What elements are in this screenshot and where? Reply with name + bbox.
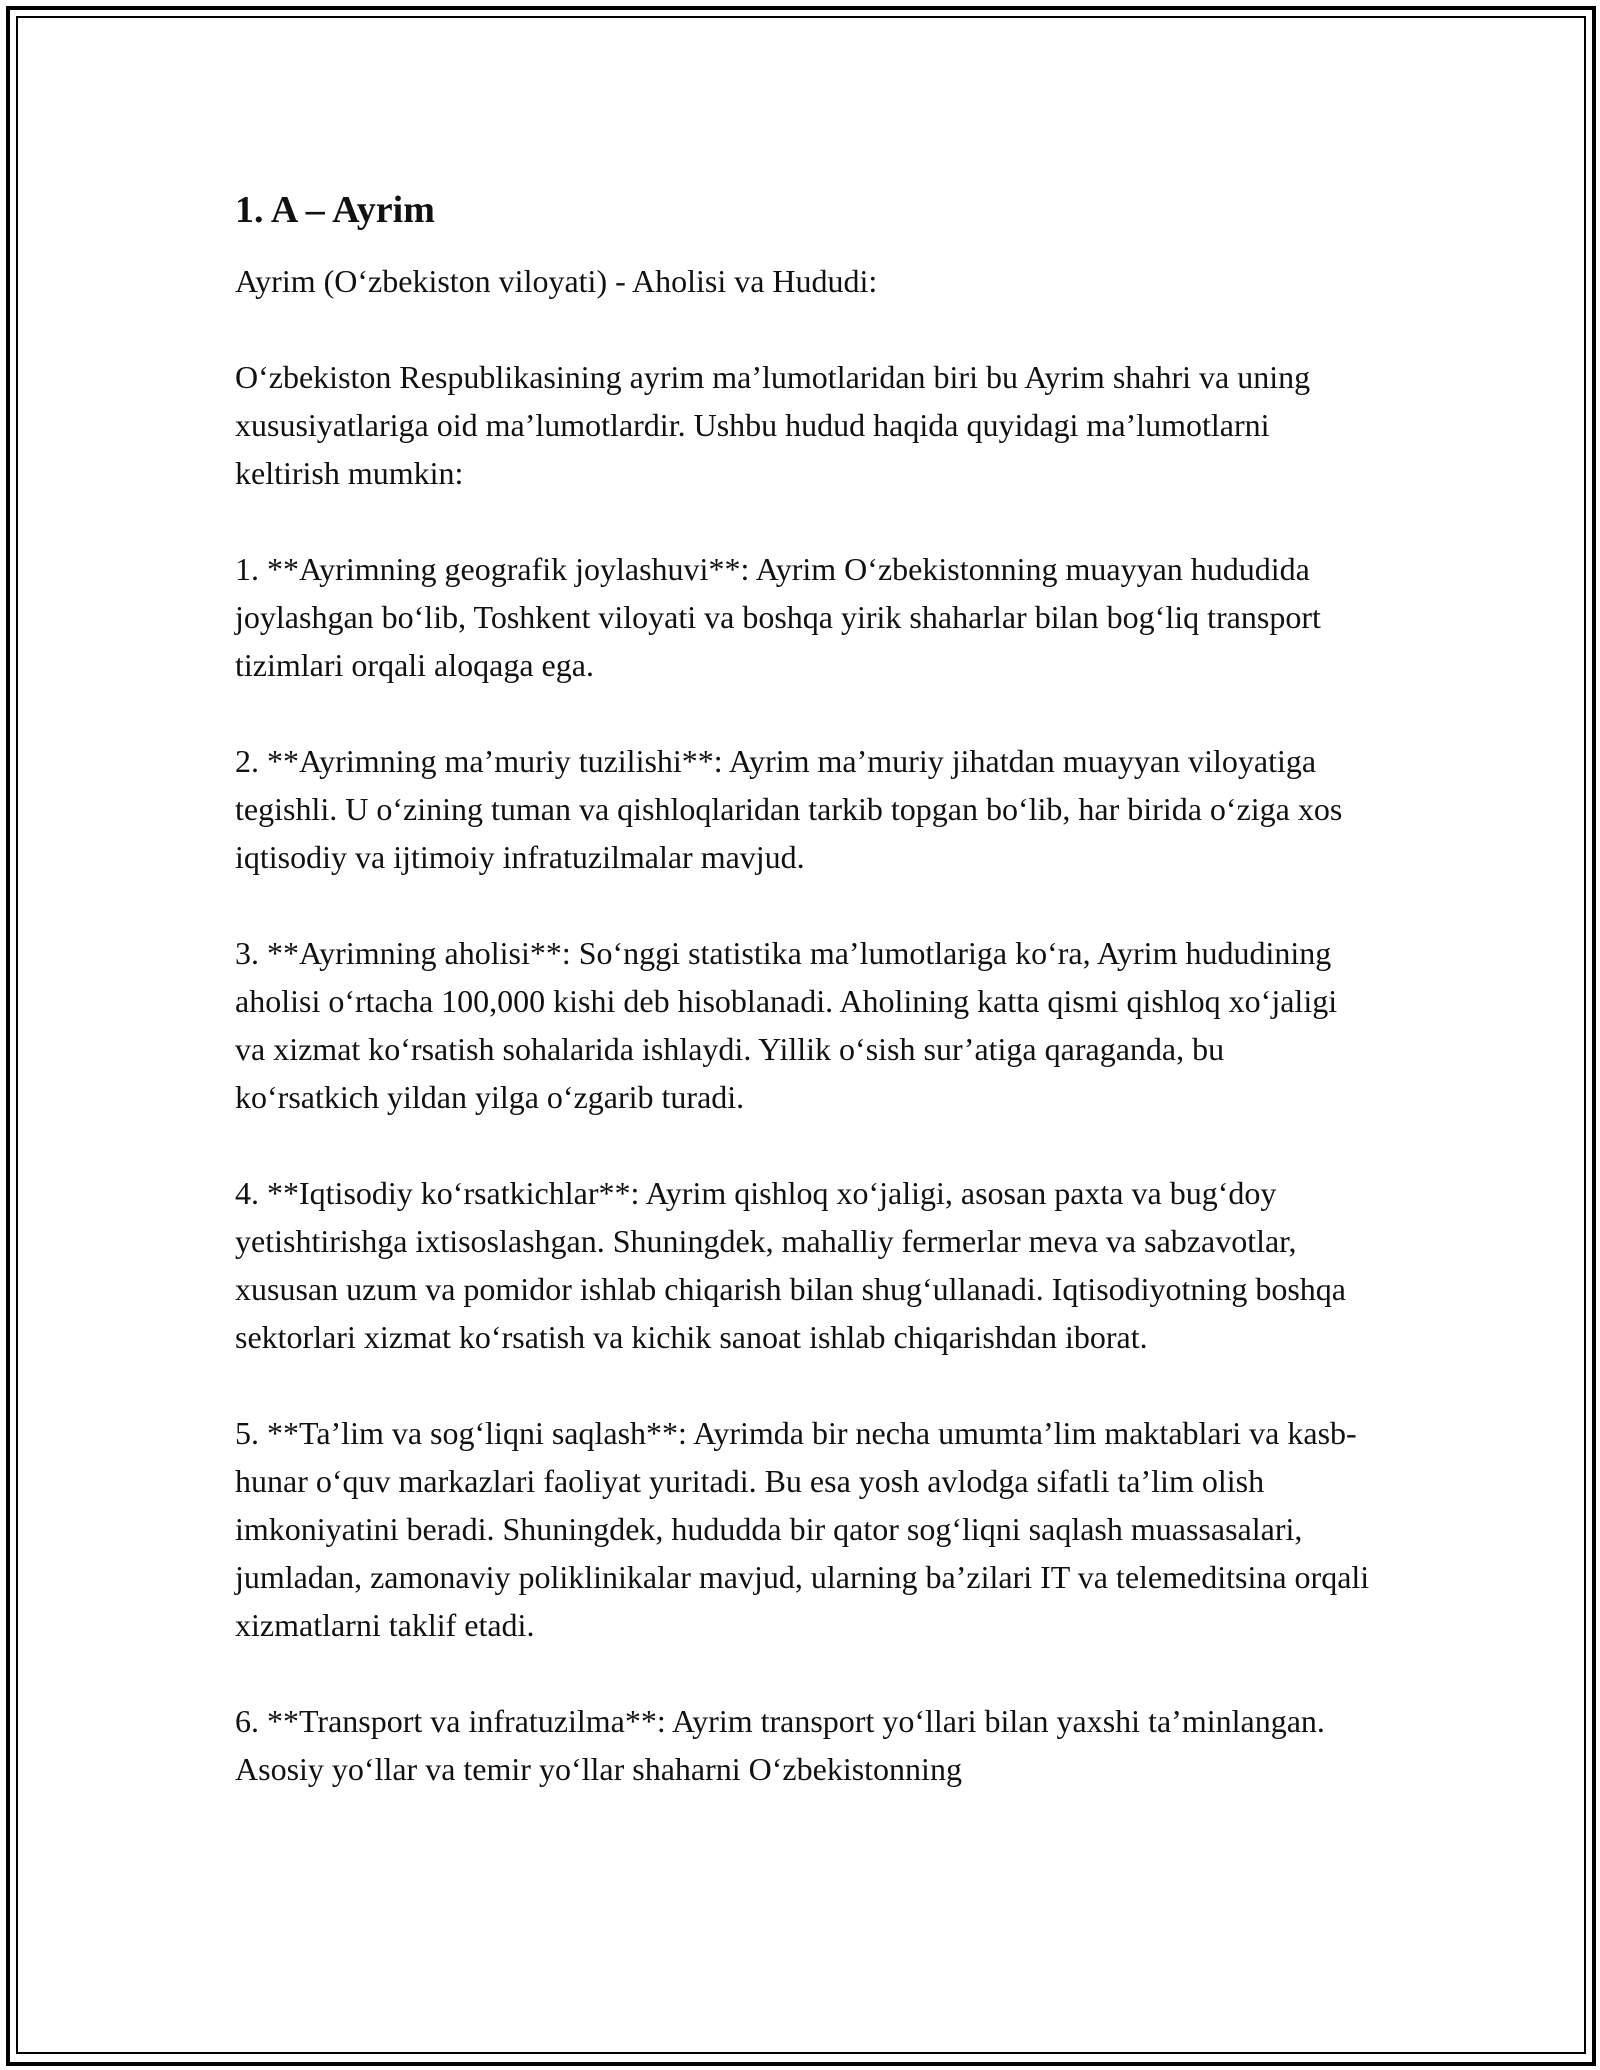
document-body <box>235 187 1375 1841</box>
list-item-education-health: 5. **Ta’lim va sog‘liqni saqlash**: Ayrimda bir necha umumta’lim maktablari va kasb-hunar o‘quv markazlari faoliyat yuritadi. Bu esa yosh avlodga sifatli ta’lim olish imkoniyatini beradi. Shuningdek, hududda bir qator sog‘liqni saqlash muassasalari, jumladan, zamonaviy poliklinikalar mavjud, ularning ba’zilari IT va telemeditsina orqali xizmatlarni taklif etadi. <box>235 1415 1370 1643</box>
list-item-economy: 4. **Iqtisodiy ko‘rsatkichlar**: Ayrim qishloq xo‘jaligi, asosan paxta va bug‘doy yetishtirishga ixtisoslashgan. Shuningdek, mahalliy fermerlar meva va sabzavotlar, xususan uzum va pomidor ishlab chiqarish bilan shug‘ullanadi. Iqtisodiyotning boshqa sektorlari xizmat ko‘rsatish va kichik sanoat ishlab chiqarishdan iborat. <box>235 1175 1346 1355</box>
intro-paragraph: O‘zbekiston Respublikasining ayrim ma’lumotlaridan biri bu Ayrim shahri va uning xususiyatlariga oid ma’lumotlardir. Ushbu hudud haqida quyidagi ma’lumotlarni keltirish mumkin: <box>235 359 1311 491</box>
list-item-transport: 6. **Transport va infratuzilma**: Ayrim transport yo‘llari bilan yaxshi ta’minlangan. Asosiy yo‘llar va temir yo‘llar shaharni O‘zbekistonning <box>235 1703 1325 1787</box>
list-item-geography: 1. **Ayrimning geografik joylashuvi**: Ayrim O‘zbekistonning muayyan hududida joylashgan bo‘lib, Toshkent viloyati va boshqa yirik shaharlar bilan bog‘liq transport tizimlari orqali aloqaga ega. <box>235 551 1321 683</box>
list-item-population: 3. **Ayrimning aholisi**: So‘nggi statistika ma’lumotlariga ko‘ra, Ayrim hududining aholisi o‘rtacha 100,000 kishi deb hisoblanadi. Aholining katta qismi qishloq xo‘jaligi va xizmat ko‘rsatish sohalarida ishlaydi. Yillik o‘sish sur’atiga qaraganda, bu ko‘rsatkich yildan yilga o‘zgarib turadi. <box>235 935 1338 1115</box>
list-item-administration: 2. **Ayrimning ma’muriy tuzilishi**: Ayrim ma’muriy jihatdan muayyan viloyatiga tegishli. U o‘zining tuman va qishloqlaridan tarkib topgan bo‘lib, har birida o‘ziga xos iqtisodiy va ijtimoiy infratuzilmalar mavjud. <box>235 743 1343 875</box>
document-subtitle: Ayrim (O‘zbekiston viloyati) - Aholisi va Hududi: <box>235 263 878 299</box>
document-heading: 1. A – Ayrim <box>235 189 435 231</box>
